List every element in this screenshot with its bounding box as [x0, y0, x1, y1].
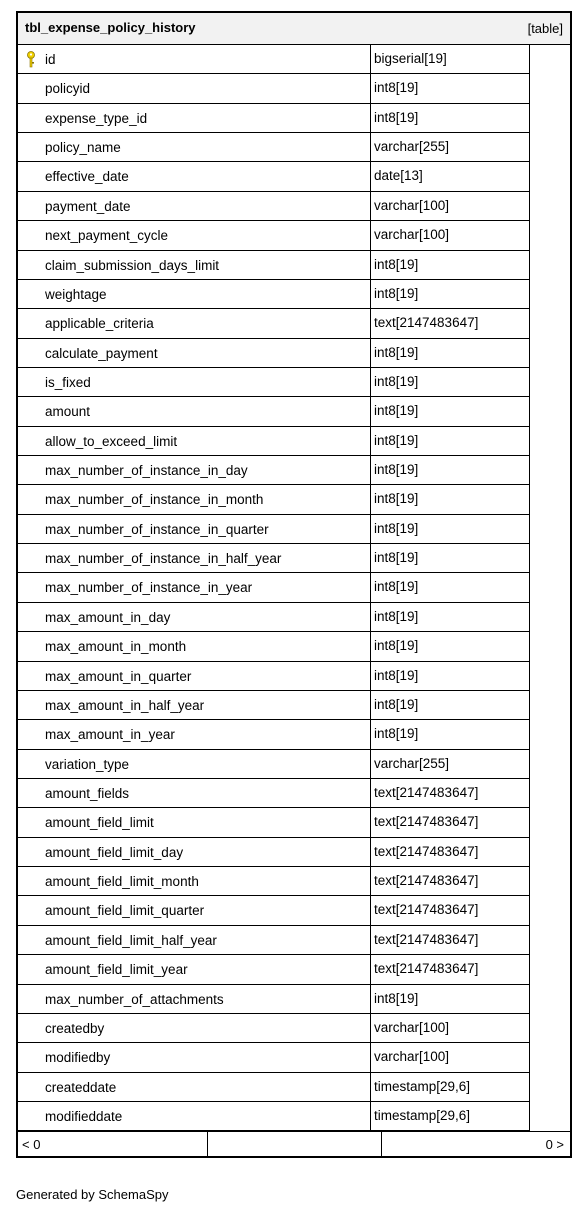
column-type-cell [371, 1073, 530, 1102]
column-name: claim_submission_days_limit [45, 257, 220, 273]
column-name-cell [18, 955, 371, 984]
column-type-cell [371, 896, 530, 925]
child-count[interactable]: 0 > [545, 1137, 564, 1152]
column-type-cell [371, 985, 530, 1014]
column-row[interactable] [18, 133, 570, 162]
column-row[interactable] [18, 45, 570, 74]
column-name-cell [18, 133, 371, 162]
column-name: payment_date [45, 198, 131, 214]
column-name-cell [18, 1102, 371, 1131]
column-type: int8[19] [374, 579, 419, 595]
column-type-cell [371, 808, 530, 837]
column-type: int8[19] [374, 608, 419, 624]
column-name: max_amount_in_day [45, 609, 171, 625]
column-name: max_number_of_attachments [45, 991, 224, 1007]
column-name: max_amount_in_quarter [45, 668, 192, 684]
key-icon [26, 51, 36, 68]
column-name: is_fixed [45, 374, 91, 390]
column-name: effective_date [45, 169, 129, 185]
column-name-cell [18, 808, 371, 837]
column-name-cell [18, 896, 371, 925]
column-type-cell [371, 280, 530, 309]
column-row[interactable] [18, 632, 570, 661]
column-name-cell [18, 339, 371, 368]
column-type-cell [371, 632, 530, 661]
column-type-cell [371, 309, 530, 338]
column-name: amount [45, 404, 91, 420]
column-type-cell [371, 45, 530, 74]
column-type: int8[19] [374, 432, 419, 448]
column-name: max_amount_in_half_year [45, 697, 205, 713]
column-name: amount_field_limit_quarter [45, 903, 205, 919]
column-type: text[2147483647] [374, 961, 479, 977]
column-name: max_number_of_instance_in_month [45, 492, 264, 508]
column-row[interactable] [18, 192, 570, 221]
generated-by-label: Generated by SchemaSpy [16, 1187, 169, 1202]
column-type: int8[19] [374, 344, 419, 360]
column-name: modifiedby [45, 1050, 111, 1066]
column-type: text[2147483647] [374, 873, 479, 889]
column-type: int8[19] [374, 373, 419, 389]
column-name-cell [18, 309, 371, 338]
column-type: int8[19] [374, 550, 419, 566]
column-row[interactable] [18, 750, 570, 779]
column-type-cell [371, 779, 530, 808]
column-list [18, 45, 570, 1131]
column-name: createdby [45, 1020, 105, 1036]
column-name-cell [18, 45, 371, 74]
column-row[interactable] [18, 955, 570, 984]
column-name-cell [18, 779, 371, 808]
column-type-cell [371, 838, 530, 867]
column-name: calculate_payment [45, 345, 158, 361]
column-type: int8[19] [374, 726, 419, 742]
column-name-cell [18, 485, 371, 514]
column-type-cell [371, 74, 530, 103]
column-row[interactable] [18, 691, 570, 720]
column-row[interactable] [18, 867, 570, 896]
column-row[interactable] [18, 280, 570, 309]
column-row[interactable] [18, 309, 570, 338]
column-row[interactable] [18, 544, 570, 573]
footer-divider [381, 1132, 382, 1156]
column-type-cell [371, 104, 530, 133]
column-type: int8[19] [374, 109, 419, 125]
column-row[interactable] [18, 662, 570, 691]
column-row[interactable] [18, 251, 570, 280]
column-name-cell [18, 1043, 371, 1072]
column-type: text[2147483647] [374, 784, 479, 800]
column-row[interactable] [18, 1073, 570, 1102]
table-title: tbl_expense_policy_history [25, 20, 196, 35]
column-type: date[13] [374, 168, 423, 184]
column-name-cell [18, 162, 371, 191]
column-row[interactable] [18, 896, 570, 925]
column-type-cell [371, 1043, 530, 1072]
column-name: expense_type_id [45, 110, 148, 126]
column-name-cell [18, 1073, 371, 1102]
column-name-cell [18, 603, 371, 632]
column-name-cell [18, 251, 371, 280]
column-type-cell [371, 750, 530, 779]
column-type: int8[19] [374, 990, 419, 1006]
column-type: text[2147483647] [374, 843, 479, 859]
column-name-cell [18, 544, 371, 573]
column-name-cell [18, 573, 371, 602]
column-name-cell [18, 691, 371, 720]
column-type: varchar[100] [374, 197, 450, 213]
column-name-cell [18, 221, 371, 250]
column-row[interactable] [18, 74, 570, 103]
column-name: max_number_of_instance_in_quarter [45, 521, 269, 537]
column-type: int8[19] [374, 667, 419, 683]
column-type: int8[19] [374, 256, 419, 272]
column-name-cell [18, 456, 371, 485]
column-type-cell [371, 221, 530, 250]
column-type-cell [371, 339, 530, 368]
column-name: createddate [45, 1079, 117, 1095]
column-row[interactable] [18, 1102, 570, 1131]
column-row[interactable] [18, 603, 570, 632]
column-type: int8[19] [374, 462, 419, 478]
column-type-cell [371, 603, 530, 632]
column-type-cell [371, 926, 530, 955]
column-type-cell [371, 662, 530, 691]
table-header [18, 13, 570, 45]
column-name: amount_field_limit_half_year [45, 932, 217, 948]
column-row[interactable] [18, 339, 570, 368]
column-name: max_amount_in_year [45, 727, 175, 743]
column-row[interactable] [18, 162, 570, 191]
column-name-cell [18, 867, 371, 896]
footer-divider [207, 1132, 208, 1156]
column-type: text[2147483647] [374, 814, 479, 830]
column-type-cell [371, 515, 530, 544]
column-type: varchar[255] [374, 139, 450, 155]
column-type-cell [371, 544, 530, 573]
column-name: weightage [45, 286, 107, 302]
column-row[interactable] [18, 720, 570, 749]
column-name: amount_field_limit [45, 815, 154, 831]
column-name: amount_field_limit_year [45, 962, 188, 978]
column-row[interactable] [18, 515, 570, 544]
column-name: allow_to_exceed_limit [45, 433, 178, 449]
column-row[interactable] [18, 779, 570, 808]
column-type-cell [371, 955, 530, 984]
column-name: amount_field_limit_month [45, 874, 199, 890]
column-name-cell [18, 838, 371, 867]
column-name: max_amount_in_month [45, 639, 187, 655]
column-type-cell [371, 1014, 530, 1043]
column-type-cell [371, 720, 530, 749]
column-name: applicable_criteria [45, 316, 154, 332]
column-name: amount_fields [45, 785, 130, 801]
column-type: bigserial[19] [374, 51, 447, 66]
column-type-cell [371, 251, 530, 280]
column-type-cell [371, 397, 530, 426]
column-type: int8[19] [374, 285, 419, 301]
column-name: modifieddate [45, 1108, 123, 1124]
column-type: varchar[100] [374, 1019, 450, 1035]
column-row[interactable] [18, 985, 570, 1014]
column-name-cell [18, 750, 371, 779]
column-type: int8[19] [374, 520, 419, 536]
column-row[interactable] [18, 808, 570, 837]
column-name-cell [18, 662, 371, 691]
column-type-cell [371, 192, 530, 221]
column-type: timestamp[29,6] [374, 1078, 471, 1094]
table-type-label: [table] [527, 21, 563, 36]
column-type: varchar[100] [374, 1049, 450, 1065]
column-name: policy_name [45, 140, 121, 156]
column-type: timestamp[29,6] [374, 1107, 471, 1123]
column-type: varchar[100] [374, 227, 450, 243]
column-name-cell [18, 192, 371, 221]
column-type-cell [371, 867, 530, 896]
column-type-cell [371, 456, 530, 485]
column-type-cell [371, 162, 530, 191]
column-row[interactable] [18, 456, 570, 485]
column-name-cell [18, 926, 371, 955]
column-name-cell [18, 74, 371, 103]
column-type: text[2147483647] [374, 931, 479, 947]
column-name-cell [18, 632, 371, 661]
column-name-cell [18, 720, 371, 749]
column-type: text[2147483647] [374, 902, 479, 918]
column-name: policyid [45, 81, 91, 97]
column-name-cell [18, 104, 371, 133]
column-type-cell [371, 691, 530, 720]
column-type: int8[19] [374, 638, 419, 654]
column-name: variation_type [45, 756, 130, 772]
column-name: id [45, 52, 56, 67]
column-type: int8[19] [374, 491, 419, 507]
column-type: int8[19] [374, 403, 419, 419]
column-type-cell [371, 1102, 530, 1131]
column-row[interactable] [18, 427, 570, 456]
table-box [16, 11, 572, 1158]
column-name-cell [18, 368, 371, 397]
column-row[interactable] [18, 397, 570, 426]
column-type-cell [371, 485, 530, 514]
column-type-cell [371, 368, 530, 397]
column-row[interactable] [18, 368, 570, 397]
column-type: text[2147483647] [374, 315, 479, 331]
column-name-cell [18, 515, 371, 544]
column-type: int8[19] [374, 80, 419, 96]
column-row[interactable] [18, 1014, 570, 1043]
column-row[interactable] [18, 838, 570, 867]
column-name: amount_field_limit_day [45, 844, 184, 860]
column-type: varchar[255] [374, 755, 450, 771]
column-type-cell [371, 573, 530, 602]
column-name-cell [18, 427, 371, 456]
column-name: next_payment_cycle [45, 228, 169, 244]
column-name-cell [18, 985, 371, 1014]
column-row[interactable] [18, 926, 570, 955]
column-name: max_number_of_instance_in_half_year [45, 551, 282, 567]
column-type: int8[19] [374, 696, 419, 712]
column-name: max_number_of_instance_in_year [45, 580, 253, 596]
column-name: max_number_of_instance_in_day [45, 463, 248, 479]
column-row[interactable] [18, 485, 570, 514]
column-type-cell [371, 133, 530, 162]
column-name-cell [18, 280, 371, 309]
column-row[interactable] [18, 104, 570, 133]
parent-count[interactable]: < 0 [22, 1137, 41, 1152]
column-type-cell [371, 427, 530, 456]
table-footer [18, 1131, 570, 1156]
column-row[interactable] [18, 573, 570, 602]
column-row[interactable] [18, 1043, 570, 1072]
column-name-cell [18, 397, 371, 426]
column-name-cell [18, 1014, 371, 1043]
column-row[interactable] [18, 221, 570, 250]
